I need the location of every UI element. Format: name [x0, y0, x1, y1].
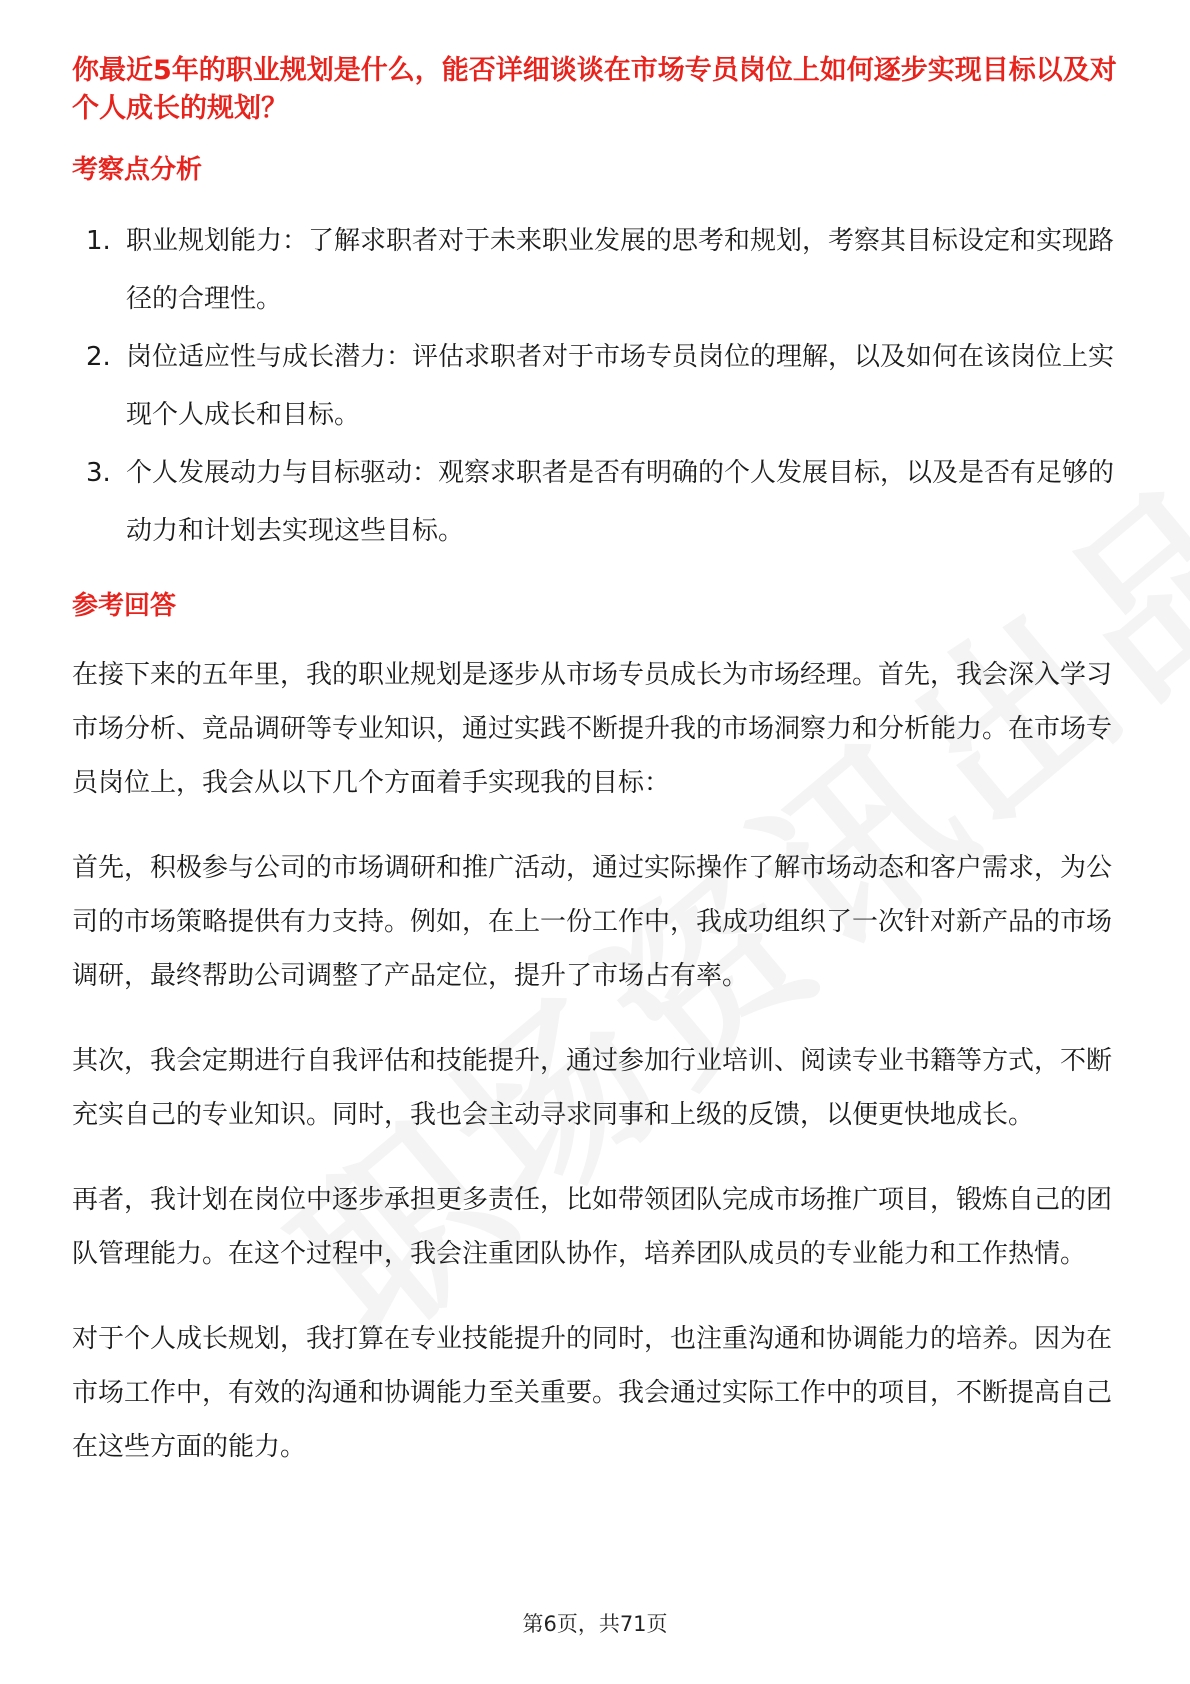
- answer-paragraph: 其次，我会定期进行自我评估和技能提升，通过参加行业培训、阅读专业书籍等方式，不断充实自己的专业知识。同时，我也会主动寻求同事和上级的反馈，以便更快地成长。: [72, 1046, 1113, 1130]
- list-item-text: 个人发展动力与目标驱动：观察求职者是否有明确的个人发展目标，以及是否有足够的动力和计划去实现这些目标。: [126, 458, 1115, 546]
- list-item-text: 职业规划能力：了解求职者对于未来职业发展的思考和规划，考察其目标设定和实现路径的合理性。: [126, 226, 1115, 314]
- answer-paragraph: 在接下来的五年里，我的职业规划是逐步从市场专员成长为市场经理。首先，我会深入学习市场分析、竞品调研等专业知识，通过实践不断提升我的市场洞察力和分析能力。在市场专员岗位上，我会从以下几个方面着手实现我的目标：: [72, 660, 1113, 798]
- question-title: 你最近5年的职业规划是什么，能否详细谈谈在市场专员岗位上如何逐步实现目标以及对个人成长的规划？: [72, 55, 1117, 124]
- list-item: [72, 212, 1122, 328]
- list-item-number: 1.: [86, 226, 111, 256]
- analysis-list: [72, 212, 1122, 560]
- answer-body: [72, 648, 1122, 1474]
- list-item: [72, 444, 1122, 560]
- analysis-heading: 考察点分析: [72, 155, 203, 185]
- answer-paragraph: 对于个人成长规划，我打算在专业技能提升的同时，也注重沟通和协调能力的培养。因为在市场工作中，有效的沟通和协调能力至关重要。我会通过实际工作中的项目，不断提高自己在这些方面的能力。: [72, 1324, 1113, 1462]
- list-item-number: 2.: [86, 342, 111, 372]
- page-number: 第6页，共71页: [522, 1612, 668, 1636]
- answer-heading: 参考回答: [72, 591, 177, 621]
- list-item: [72, 328, 1122, 444]
- list-item-number: 3.: [86, 458, 111, 488]
- answer-paragraph: 再者，我计划在岗位中逐步承担更多责任，比如带领团队完成市场推广项目，锻炼自己的团队管理能力。在这个过程中，我会注重团队协作，培养团队成员的专业能力和工作热情。: [72, 1185, 1113, 1269]
- answer-paragraph: 首先，积极参与公司的市场调研和推广活动，通过实际操作了解市场动态和客户需求，为公司的市场策略提供有力支持。例如，在上一份工作中，我成功组织了一次针对新产品的市场调研，最终帮助公司调整了产品定位，提升了市场占有率。: [72, 853, 1113, 991]
- list-item-text: 岗位适应性与成长潜力：评估求职者对于市场专员岗位的理解，以及如何在该岗位上实现个人成长和目标。: [126, 342, 1115, 430]
- document-body: [72, 52, 1122, 1474]
